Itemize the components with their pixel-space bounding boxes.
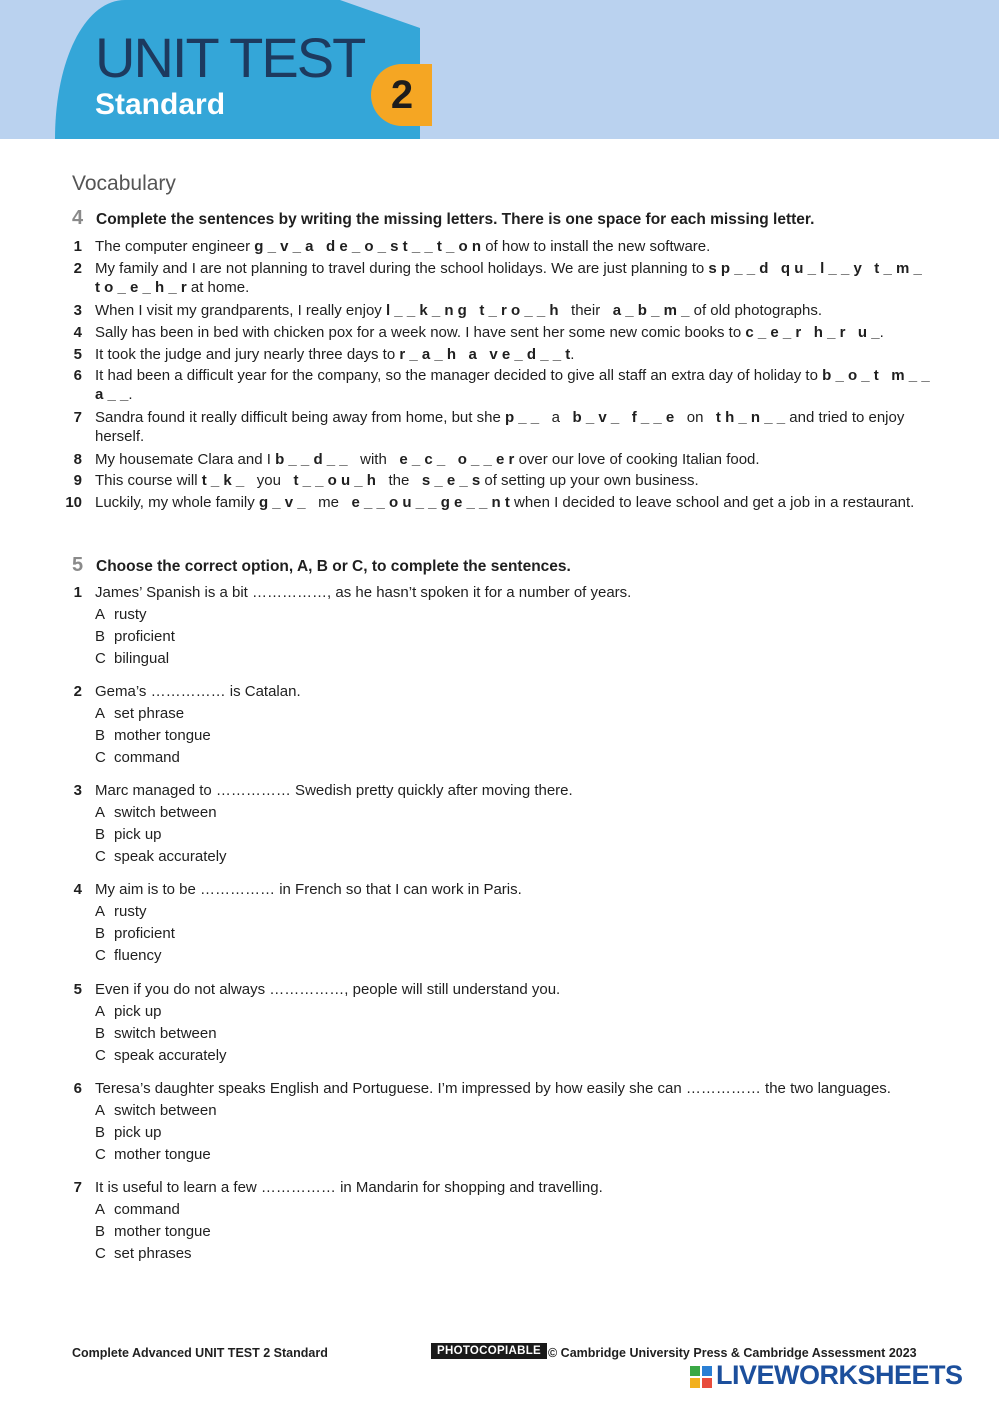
answer-option-a[interactable] [95, 605, 147, 624]
sentence-fragment: when I decided to leave school and get a job in a restaurant. [509, 494, 915, 511]
missing-letters-gap[interactable]: a _ b _ m _ [612, 302, 690, 319]
answer-option-a[interactable] [95, 1200, 180, 1219]
missing-letters-gap[interactable]: s p _ _ d q u _ l _ _ y t _ m _ t o _ e _ h _ r [95, 260, 935, 296]
option-letter: B [95, 826, 106, 843]
sentence-fragment: Luckily, my whole family [95, 494, 259, 511]
sentence-fragment: Sandra found it really difficult being away from home, but she [95, 409, 505, 426]
missing-letters-gap[interactable]: c _ e _ r h _ r u _ [745, 324, 880, 341]
sentence-fragment: a [539, 409, 573, 426]
option-letter: A [95, 804, 106, 821]
answer-option-b[interactable] [95, 1222, 211, 1241]
option-letter: B [95, 925, 106, 942]
option-text: bilingual [114, 650, 170, 667]
option-text: fluency [114, 947, 162, 964]
answer-option-b[interactable] [95, 1123, 162, 1142]
option-letter: A [95, 1003, 106, 1020]
option-letter: B [95, 1124, 106, 1141]
option-text: command [114, 1201, 180, 1218]
question-number: 2 [73, 683, 82, 700]
sentence-fragment: me [305, 494, 352, 511]
question-number: 9 [73, 472, 82, 489]
missing-letters-gap[interactable]: t _ _ o u _ h [293, 472, 376, 489]
sentence-text [95, 471, 935, 490]
sentence-fragment: you [244, 472, 294, 489]
question-text: Marc managed to …………… Swedish pretty quickly after moving there. [95, 782, 573, 799]
sentence-text [95, 323, 935, 342]
sentence-fragment: of old photographs. [689, 302, 823, 319]
option-text: command [114, 749, 180, 766]
liveworksheets-brand[interactable]: LIVEWORKSHEETS [716, 1360, 963, 1390]
option-text: mother tongue [114, 727, 211, 744]
option-letter: C [95, 848, 106, 865]
option-text: set phrases [114, 1245, 192, 1262]
missing-letters-gap[interactable]: s _ e _ s [421, 472, 481, 489]
missing-letters-gap[interactable]: p _ _ [504, 409, 540, 426]
answer-option-a[interactable] [95, 1002, 162, 1021]
missing-letters-gap[interactable]: g _ v _ [258, 494, 306, 511]
sentence-text [95, 301, 935, 320]
option-letter: A [95, 903, 106, 920]
option-text: speak accurately [114, 1047, 227, 1064]
answer-option-b[interactable] [95, 1024, 217, 1043]
option-text: pick up [114, 826, 162, 843]
question-number: 5 [73, 981, 82, 998]
missing-letters-gap[interactable]: d e _ o _ s t _ _ t _ o n [325, 238, 482, 255]
option-letter: C [95, 1146, 106, 1163]
test-level: Standard [95, 88, 226, 121]
sentence-fragment: their [558, 302, 613, 319]
option-letter: A [95, 1201, 106, 1218]
option-letter: A [95, 1102, 106, 1119]
question-text: Teresa’s daughter speaks English and Portuguese. I’m impressed by how easily she can …………… the two languages. [95, 1080, 891, 1097]
sentence-text [95, 366, 935, 404]
answer-option-c[interactable] [95, 1046, 227, 1065]
option-letter: A [95, 606, 106, 623]
missing-letters-gap[interactable]: b _ _ d _ _ [275, 451, 348, 468]
sentence-fragment: This course will [95, 472, 202, 489]
question-number: 8 [73, 451, 82, 468]
sentence-text [95, 345, 935, 364]
answer-option-c[interactable] [95, 946, 162, 965]
option-letter: C [95, 650, 106, 667]
question-text: Even if you do not always ……………, people will still understand you. [95, 981, 561, 998]
section-title: Vocabulary [72, 172, 176, 195]
sentence-text [95, 259, 935, 297]
answer-option-c[interactable] [95, 649, 169, 668]
photocopiable-badge: PHOTOCOPIABLE [431, 1343, 547, 1359]
option-letter: C [95, 1245, 106, 1262]
option-text: rusty [114, 606, 147, 623]
sentence-fragment: The computer engineer [95, 238, 255, 255]
sentence-fragment: of setting up your own business. [480, 472, 699, 489]
sentence-fragment: My family and I are not planning to travel during the school holidays. We are just planning to [95, 260, 709, 277]
sentence-fragment: and tried to enjoy herself. [95, 409, 909, 445]
answer-option-c[interactable] [95, 1145, 211, 1164]
sentence-text [95, 450, 935, 469]
sentence-fragment: It took the judge and jury nearly three days to [95, 346, 400, 363]
sentence-fragment: . [879, 324, 884, 341]
option-text: proficient [114, 628, 175, 645]
option-text: pick up [114, 1124, 162, 1141]
question-number: 4 [73, 324, 82, 341]
question-number: 6 [73, 367, 82, 384]
header-banner [0, 0, 999, 139]
answer-option-b[interactable] [95, 627, 175, 646]
answer-option-a[interactable] [95, 1101, 217, 1120]
option-text: switch between [114, 804, 217, 821]
exercise-instruction: Choose the correct option, A, B or C, to complete the sentences. [96, 558, 571, 575]
sentence-fragment [313, 238, 326, 255]
option-text: mother tongue [114, 1146, 211, 1163]
exercise-instruction: Complete the sentences by writing the missing letters. There is one space for each missing letter. [96, 211, 815, 228]
sentence-fragment: It had been a difficult year for the company, so the manager decided to give all staff an extra day of holiday to [95, 367, 823, 384]
exercise-number: 4 [72, 207, 84, 229]
sentence-text [95, 237, 935, 256]
question-text: James’ Spanish is a bit ……………, as he hasn’t spoken it for a number of years. [95, 584, 632, 601]
answer-option-c[interactable] [95, 1244, 192, 1263]
missing-letters-gap[interactable]: e _ c _ o _ _ e r [399, 451, 515, 468]
answer-option-b[interactable] [95, 924, 175, 943]
question-number: 3 [73, 302, 82, 319]
exercise-4-heading [72, 207, 814, 230]
option-text: switch between [114, 1102, 217, 1119]
question-number: 10 [65, 494, 82, 511]
unit-number: 2 [390, 73, 414, 117]
question-number: 1 [73, 584, 82, 601]
option-text: set phrase [114, 705, 185, 722]
option-text: rusty [114, 903, 147, 920]
answer-option-a[interactable] [95, 803, 217, 822]
missing-letters-gap[interactable]: e _ _ o u _ _ g e _ _ n t [351, 494, 510, 511]
sentence-text [95, 493, 935, 512]
question-text: Gema’s …………… is Catalan. [95, 683, 301, 700]
answer-option-b[interactable] [95, 726, 211, 745]
sentence-fragment: . [128, 386, 133, 403]
sentence-fragment: on [674, 409, 716, 426]
missing-letters-gap[interactable]: t _ k _ [201, 472, 245, 489]
footer-course-title: Complete Advanced UNIT TEST 2 Standard [72, 1346, 328, 1360]
option-letter: B [95, 628, 106, 645]
test-title: UNIT TEST [95, 26, 365, 89]
sentence-fragment: the [375, 472, 422, 489]
option-letter: B [95, 1025, 106, 1042]
question-number: 7 [73, 409, 82, 426]
sentence-fragment: with [347, 451, 400, 468]
answer-option-a[interactable] [95, 902, 147, 921]
missing-letters-gap[interactable]: t h _ n _ _ [715, 409, 786, 426]
missing-letters-gap[interactable]: b _ o _ t m _ _ a _ _ [95, 367, 934, 403]
option-letter: C [95, 749, 106, 766]
option-letter: C [95, 1047, 106, 1064]
exercise-number: 5 [72, 554, 84, 576]
copyright-notice: © Cambridge University Press & Cambridge Assessment 2023 [548, 1346, 917, 1360]
question-number: 1 [73, 238, 82, 255]
answer-option-c[interactable] [95, 748, 180, 767]
missing-letters-gap[interactable]: b _ v _ f _ _ e [572, 409, 675, 426]
question-text: It is useful to learn a few …………… in Mandarin for shopping and travelling. [95, 1179, 603, 1196]
sentence-fragment: My housemate Clara and I [95, 451, 276, 468]
option-text: proficient [114, 925, 175, 942]
option-letter: C [95, 947, 106, 964]
liveworksheets-logo-icon [690, 1366, 712, 1388]
sentence-fragment: . [570, 346, 575, 363]
option-text: speak accurately [114, 848, 227, 865]
question-number: 6 [73, 1080, 82, 1097]
sentence-fragment: over our love of cooking Italian food. [514, 451, 760, 468]
option-text: mother tongue [114, 1223, 211, 1240]
question-number: 2 [73, 260, 82, 277]
question-number: 7 [73, 1179, 82, 1196]
answer-option-b[interactable] [95, 825, 162, 844]
option-letter: A [95, 705, 106, 722]
question-number: 5 [73, 346, 82, 363]
question-number: 4 [73, 881, 82, 898]
missing-letters-gap[interactable]: l _ _ k _ n g t _ r o _ _ h [385, 302, 559, 319]
option-letter: B [95, 1223, 106, 1240]
answer-option-a[interactable] [95, 704, 184, 723]
sentence-fragment: When I visit my grandparents, I really enjoy [95, 302, 386, 319]
question-text: My aim is to be …………… in French so that I can work in Paris. [95, 881, 522, 898]
option-text: switch between [114, 1025, 217, 1042]
question-number: 3 [73, 782, 82, 799]
option-letter: B [95, 727, 106, 744]
exercise-5-heading [72, 554, 571, 577]
sentence-fragment: of how to install the new software. [481, 238, 711, 255]
sentence-fragment: at home. [186, 279, 250, 296]
missing-letters-gap[interactable]: g _ v _ a [254, 238, 314, 255]
answer-option-c[interactable] [95, 847, 227, 866]
sentence-fragment: Sally has been in bed with chicken pox for a week now. I have sent her some new comic books to [95, 324, 746, 341]
missing-letters-gap[interactable]: r _ a _ h a v e _ d _ _ t [399, 346, 571, 363]
option-text: pick up [114, 1003, 162, 1020]
sentence-text [95, 408, 935, 446]
